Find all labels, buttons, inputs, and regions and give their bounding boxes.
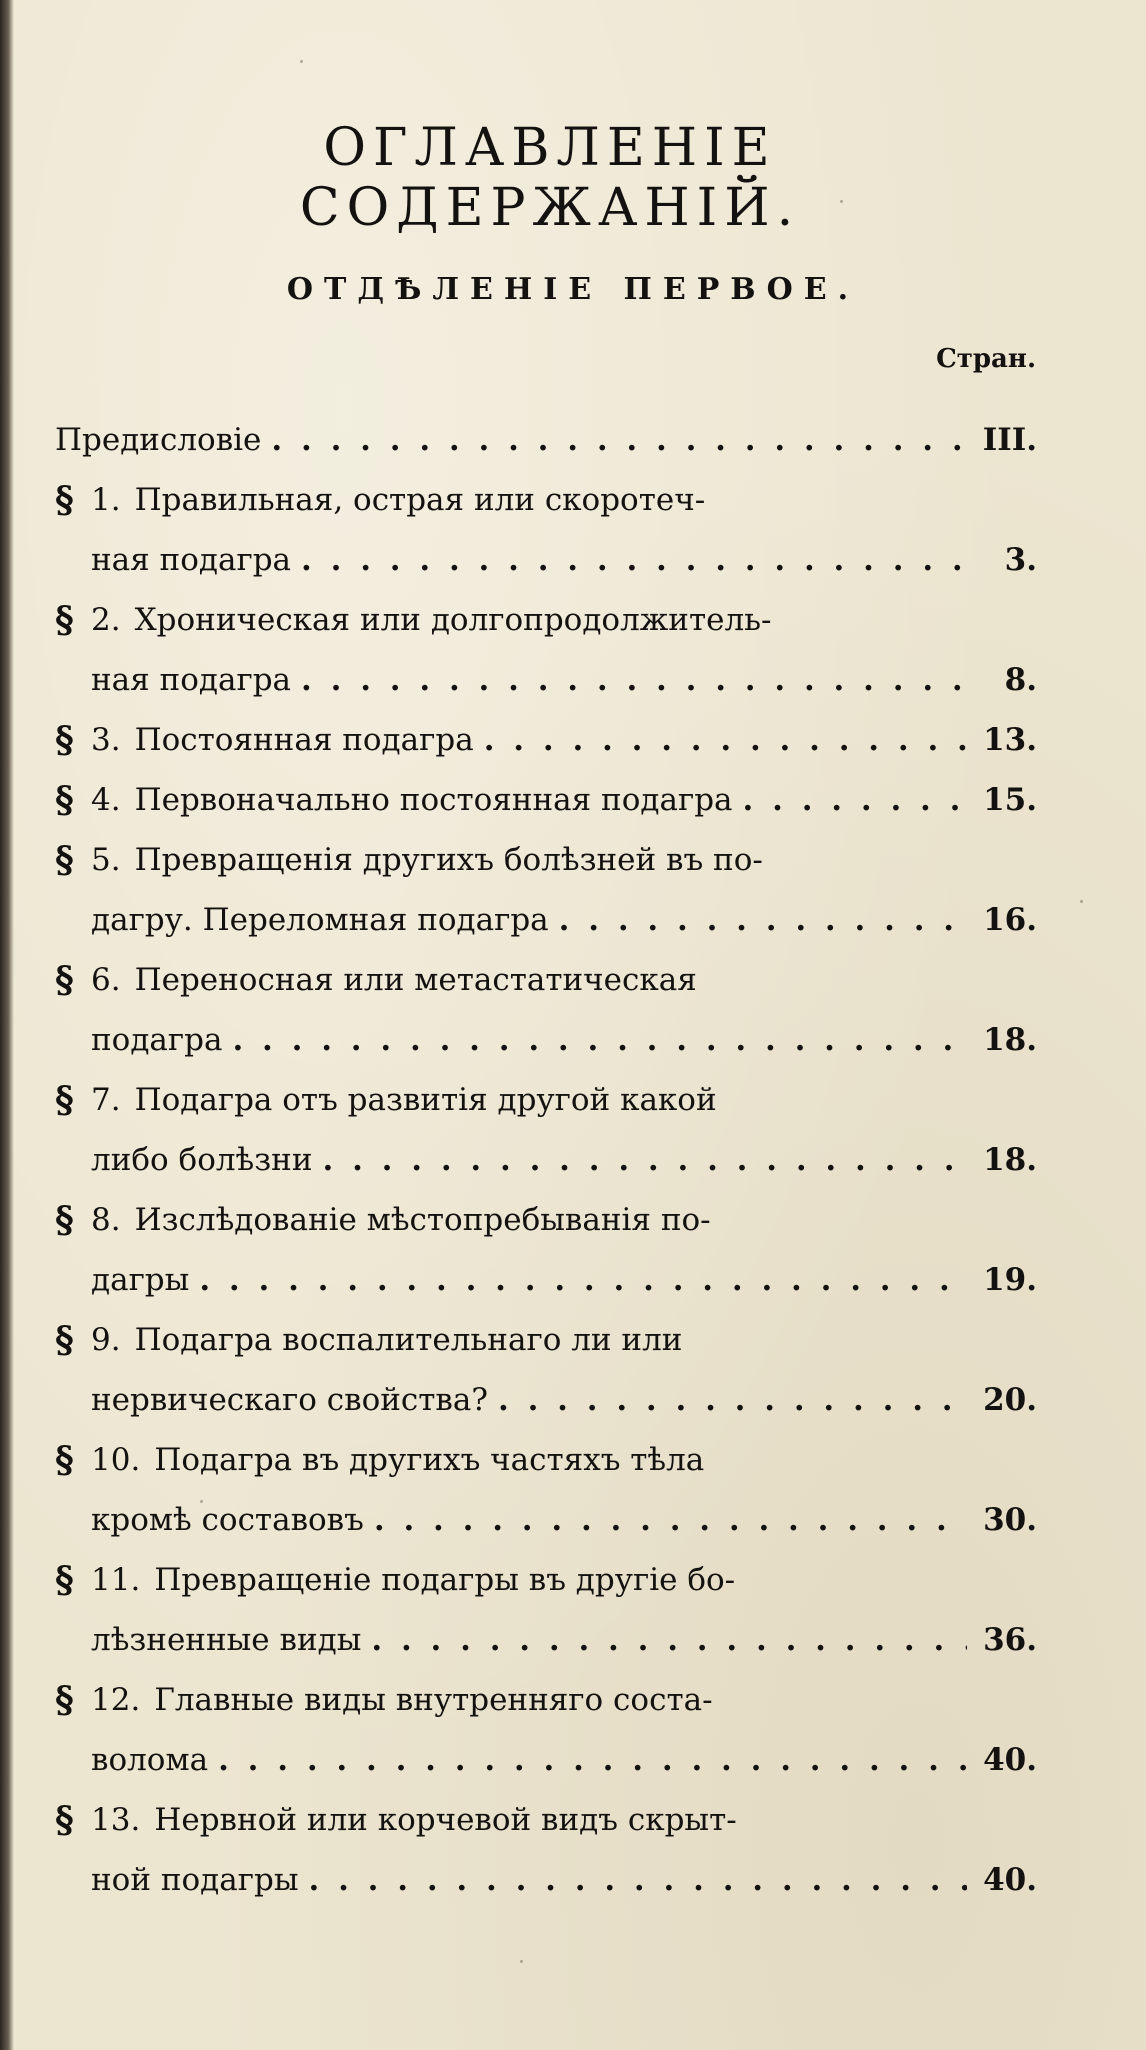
paper-speck bbox=[1080, 900, 1083, 903]
toc-entry-title: Нервной или корчевой видъ скрыт- bbox=[154, 1802, 737, 1838]
toc-entry-title-cont: дагры bbox=[91, 1262, 190, 1298]
toc-entry-title-cont: подагра bbox=[91, 1022, 223, 1058]
toc-entry-page: 18. bbox=[983, 1022, 1037, 1058]
dot-leader bbox=[743, 770, 967, 830]
toc-entry[interactable] bbox=[55, 1550, 1037, 1670]
toc-entry-title: Главные виды внутренняго соста- bbox=[154, 1682, 713, 1718]
toc-entry-number: 12. bbox=[91, 1682, 141, 1718]
dot-leader bbox=[309, 1850, 968, 1910]
toc-entry-title: Постоянная подагра bbox=[134, 722, 474, 758]
toc-entry[interactable] bbox=[55, 1310, 1037, 1430]
dot-leader bbox=[484, 710, 967, 770]
toc-entry[interactable] bbox=[55, 470, 1037, 590]
toc-entry-number: 3. bbox=[91, 722, 121, 758]
toc-entry-title: Подагра въ другихъ частяхъ тѣла bbox=[154, 1442, 705, 1478]
paper-speck bbox=[300, 60, 303, 63]
toc-entry-title: Предисловіе bbox=[55, 422, 262, 458]
toc-entry-number: 6. bbox=[91, 962, 121, 998]
toc-entry[interactable] bbox=[55, 1430, 1037, 1550]
toc-entry-title: Подагра воспалительнаго ли или bbox=[134, 1322, 683, 1358]
toc-entry-number: 9. bbox=[91, 1322, 121, 1358]
dot-leader bbox=[371, 1610, 967, 1670]
toc-entry-number: 11. bbox=[91, 1562, 141, 1598]
toc-entry-title-cont: ная подагра bbox=[91, 542, 292, 578]
toc-entry-page: III. bbox=[982, 422, 1037, 458]
toc-entry-title: Превращеніе подагры въ другіе бо- bbox=[154, 1562, 736, 1598]
toc-entry-title: Правильная, острая или скоротеч- bbox=[134, 482, 706, 518]
toc-entry[interactable] bbox=[55, 950, 1037, 1070]
toc-entry-number: 8. bbox=[91, 1202, 121, 1238]
toc-entry-title: Изслѣдованіе мѣстопребыванія по- bbox=[134, 1202, 711, 1238]
toc-entry-title: Подагра отъ развитія другой какой bbox=[134, 1082, 717, 1118]
section-sign: § bbox=[55, 599, 74, 641]
toc-entry[interactable] bbox=[55, 1190, 1037, 1310]
dot-leader bbox=[322, 1130, 967, 1190]
toc-entry[interactable] bbox=[55, 710, 1037, 770]
toc-entry-page: 15. bbox=[983, 782, 1037, 818]
page-column-header: Стран. bbox=[936, 344, 1036, 374]
toc-entry[interactable] bbox=[55, 770, 1037, 830]
dot-leader bbox=[374, 1490, 967, 1550]
toc-entry-title-cont: либо болѣзни bbox=[91, 1142, 313, 1178]
table-of-contents bbox=[55, 410, 1037, 1910]
toc-entry-page: 20. bbox=[983, 1382, 1037, 1418]
toc-entry-title: Переносная или метастатическая bbox=[134, 962, 697, 998]
paper-speck bbox=[520, 1960, 523, 1963]
toc-entry-title: Хроническая или долгопродолжитель- bbox=[134, 602, 772, 638]
section-sign: § bbox=[55, 479, 74, 521]
dot-leader bbox=[218, 1730, 967, 1790]
toc-entry-page: 3. bbox=[1004, 542, 1037, 578]
dot-leader bbox=[301, 650, 967, 710]
toc-entry-page: 36. bbox=[983, 1622, 1037, 1658]
toc-entry-number: 4. bbox=[91, 782, 121, 818]
dot-leader bbox=[301, 530, 967, 590]
toc-entry-title-cont: ная подагра bbox=[91, 662, 292, 698]
toc-entry-page: 16. bbox=[983, 902, 1037, 938]
toc-entry[interactable] bbox=[55, 1790, 1037, 1910]
toc-entry[interactable] bbox=[55, 1070, 1037, 1190]
section-sign: § bbox=[55, 1079, 74, 1121]
section-sign: § bbox=[55, 779, 74, 821]
dot-leader bbox=[232, 1010, 967, 1070]
section-sign: § bbox=[55, 839, 74, 881]
toc-entry-number: 10. bbox=[91, 1442, 141, 1478]
dot-leader bbox=[498, 1370, 967, 1430]
toc-entry-number: 13. bbox=[91, 1802, 141, 1838]
section-sign: § bbox=[55, 1319, 74, 1361]
toc-entry-page: 40. bbox=[983, 1862, 1037, 1898]
toc-entry-number: 7. bbox=[91, 1082, 121, 1118]
section-sign: § bbox=[55, 1439, 74, 1481]
toc-entry-title-cont: волома bbox=[91, 1742, 209, 1778]
toc-entry-title-cont: лѣзненные виды bbox=[91, 1622, 362, 1658]
section-sign: § bbox=[55, 959, 74, 1001]
toc-entry-page: 18. bbox=[983, 1142, 1037, 1178]
dot-leader bbox=[199, 1250, 967, 1310]
toc-entry-page: 19. bbox=[983, 1262, 1037, 1298]
section-sign: § bbox=[55, 1559, 74, 1601]
toc-entry-page: 8. bbox=[1004, 662, 1037, 698]
toc-entry-title-cont: кромѣ составовъ bbox=[91, 1502, 364, 1538]
page-title: ОГЛАВЛЕНІЕ СОДЕРЖАНІЙ. bbox=[299, 118, 801, 238]
toc-entry-page: 40. bbox=[983, 1742, 1037, 1778]
toc-entry-number: 5. bbox=[91, 842, 121, 878]
toc-entry-number: 1. bbox=[91, 482, 121, 518]
toc-entry[interactable] bbox=[55, 1670, 1037, 1790]
toc-entry[interactable] bbox=[55, 410, 1037, 470]
toc-entry-title-cont: ной подагры bbox=[91, 1862, 299, 1898]
toc-entry-page: 30. bbox=[983, 1502, 1037, 1538]
toc-entry-title-cont: дагру. Переломная подагра bbox=[91, 902, 549, 938]
page-binding-edge bbox=[0, 0, 14, 2050]
toc-entry[interactable] bbox=[55, 590, 1037, 710]
section-sign: § bbox=[55, 1679, 74, 1721]
section-sign: § bbox=[55, 1799, 74, 1841]
toc-entry-number: 2. bbox=[91, 602, 121, 638]
dot-leader bbox=[559, 890, 967, 950]
dot-leader bbox=[271, 410, 967, 470]
toc-entry-title: Первоначально постоянная подагра bbox=[134, 782, 733, 818]
toc-entry-page: 13. bbox=[983, 722, 1037, 758]
toc-entry-title-cont: нервическаго свойства? bbox=[91, 1382, 488, 1418]
section-subtitle: ОТДѢЛЕНІЕ ПЕРВОЕ. bbox=[286, 272, 860, 307]
toc-entry-title: Превращенія другихъ болѣзней въ по- bbox=[134, 842, 763, 878]
section-sign: § bbox=[55, 1199, 74, 1241]
section-sign: § bbox=[55, 719, 74, 761]
toc-entry[interactable] bbox=[55, 830, 1037, 950]
